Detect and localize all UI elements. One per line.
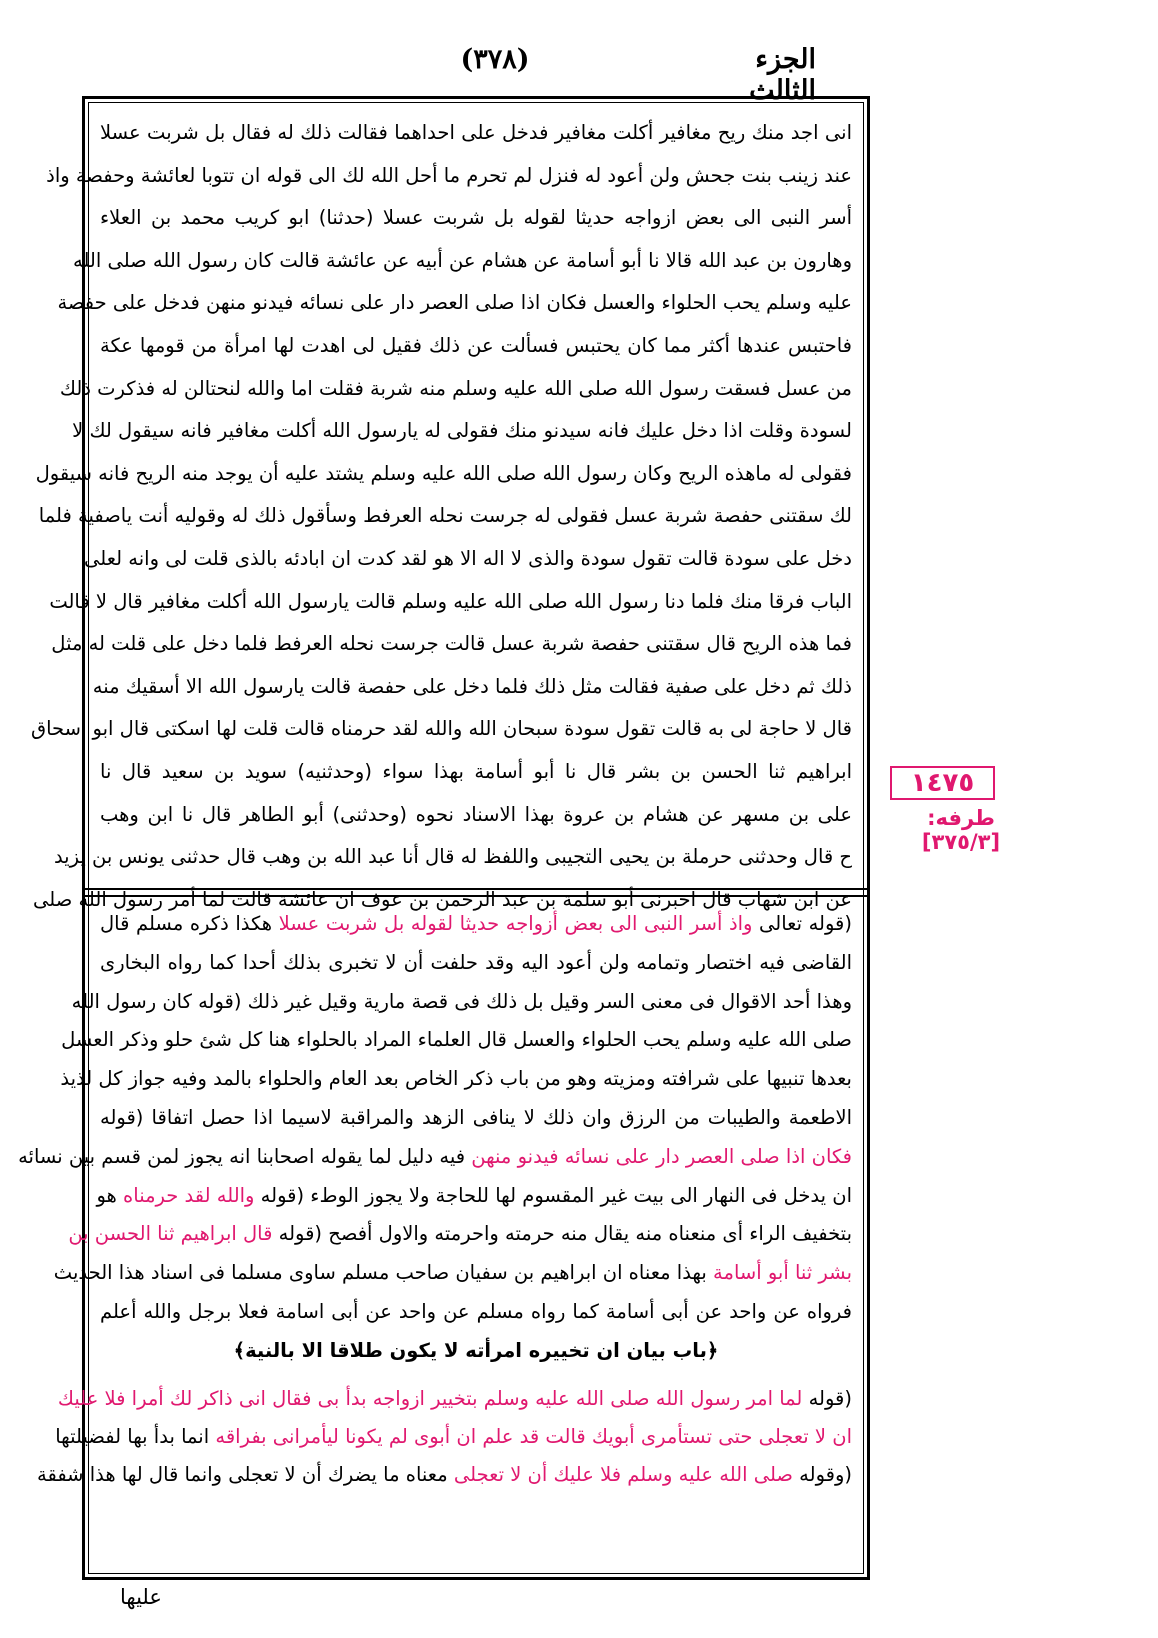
cross-reference: طرفه: [٣٧٥/٣] <box>921 806 1001 854</box>
main-text-line: على بن مسهر عن هشام بن عروة بهذا الاسناد نحوه (وحدثنى) أبو الطاهر قال نا ابن وهب <box>100 802 852 826</box>
catchword: عليها <box>120 1585 162 1609</box>
chapter-commentary <box>37 1380 852 1494</box>
part-title: الجزء الثالث <box>749 44 816 106</box>
main-text-line: عليه وسلم يحب الحلواء والعسل فكان اذا صلى العصر دار على نسائه فيدنو منهن فدخل على حفصة <box>57 291 852 315</box>
highlighted-quote: صلى الله عليه وسلم فلا عليك أن لا تعجلى <box>453 1463 793 1486</box>
commentary-line: ان لا تعجلى حتى تستأمرى أبويك قالت قد علم ان أبوى لم يكونا ليأمرانى بفراقه انما بدأ بها لفضيلتها <box>55 1425 852 1448</box>
commentary-line: بعدها تنبيها على شرافته ومزيته وهو من باب ذكر الخاص بعد العام والحلواء بالمد وفيه جواز كل لذيذ <box>60 1067 852 1091</box>
commentary-line: (قوله تعالى واذ أسر النبى الى بعض أزواجه حديثا لقوله بل شربت عسلا هكذا ذكره مسلم قال <box>100 912 852 935</box>
main-hadith-text <box>30 112 852 921</box>
commentary-line: ان يدخل فى النهار الى بيت غير المقسوم لها للحاجة ولا يجوز الوطء (قوله والله لقد حرمناه هو <box>96 1183 852 1207</box>
main-text-line: ح قال وحدثنى حرملة بن يحيى التجيبى واللفظ له قال أنا عبد الله بن وهب قال حدثنى يونس بن يزيد <box>53 845 852 869</box>
main-text-line: عن ابن شهاب قال اخبرنى أبو سلمة بن عبد الرحمن بن عوف ان عائشة قالت لما أمر رسول الله صلى <box>33 887 852 911</box>
highlighted-quote: والله لقد حرمناه <box>123 1183 255 1207</box>
commentary-line: فرواه عن واحد عن أبى أسامة كما رواه مسلم عن واحد عن أبى اسامة فعلا برجل والله أعلم <box>100 1299 852 1323</box>
main-text-line: ذلك ثم دخل على صفية فقالت مثل ذلك فلما دخل على حفصة قالت يارسول الله الا أسقيك منه <box>92 674 852 698</box>
commentary-line: وهذا أحد الاقوال فى معنى السر وقيل بل ذلك فى قصة مارية وقيل غير ذلك (قوله كان رسول الله <box>71 989 852 1013</box>
commentary-line: صلى الله عليه وسلم يحب الحلواء والعسل قال العلماء المراد بالحلواء هنا كل شئ حلو وذكر العسل <box>61 1028 852 1052</box>
highlighted-quote: قال ابراهيم ثنا الحسن بن <box>68 1222 273 1246</box>
main-text-line: دخل على سودة قالت تقول سودة والذى لا اله الا هو لقد كدت ان ابادئه بالذى قلت لى وانه لعلى <box>84 546 852 570</box>
main-text-line: أسر النبى الى بعض ازواجه حديثا لقوله بل شربت عسلا (حدثنا) ابو كريب محمد بن العلاء <box>100 206 852 230</box>
main-text-line: من عسل فسقت رسول الله صلى الله عليه وسلم منه شربة فقلت اما والله لنحتالن له فذكرت ذلك <box>59 376 852 400</box>
commentary-text <box>18 905 852 1371</box>
main-text-line: لك سقتنى حفصة شربة عسل فقولى له جرست نحله العرفط وسأقول ذلك له وقوليه أنت ياصفية فلما <box>38 504 852 528</box>
highlighted-quote: لما امر رسول الله صلى الله عليه وسلم بتخيير ازواجه بدأ بى فقال انى ذاكر لك أمرا فلا عليك <box>57 1387 803 1410</box>
main-text-line: انى اجد منك ريح مغافير أكلت مغافير فدخل على احداهما فقالت ذلك له فقال بل شربت عسلا <box>100 121 852 144</box>
main-text-line: فاحتبس عندها أكثر مما كان يحتبس فسألت عن ذلك فقيل لى اهدت لها امرأة من قومها عكة <box>100 333 852 357</box>
commentary-line: فكان اذا صلى العصر دار على نسائه فيدنو منهن فيه دليل لما يقوله اصحابنا انه يجوز لمن قسم بين نسائه <box>18 1144 852 1168</box>
highlighted-quote: ان لا تعجلى حتى تستأمرى أبويك قالت قد علم ان أبوى لم يكونا ليأمرانى بفراقه <box>215 1425 852 1448</box>
page-number: (٣٧٨) <box>460 44 530 75</box>
commentary-line: (وقوله صلى الله عليه وسلم فلا عليك أن لا تعجلى معناه ما يضرك أن لا تعجلى وانما قال لها هذا شفقة <box>37 1463 852 1486</box>
main-text-line: الباب فرقا منك فلما دنا رسول الله صلى الله عليه وسلم قالت يارسول الله أكلت مغافير قال لا قالت <box>49 589 852 613</box>
main-text-line: لسودة وقلت اذا دخل عليك فانه سيدنو منك فقولى له يارسول الله أكلت مغافير فانه سيقول لك لا <box>72 419 852 443</box>
main-text-line: ابراهيم ثنا الحسن بن بشر قال نا أبو أسامة بهذا سواء (وحدثنيه) سويد بن سعيد قال نا <box>100 759 852 783</box>
highlighted-quote: واذ أسر النبى الى بعض أزواجه حديثا لقوله بل شربت عسلا <box>278 912 753 935</box>
highlighted-quote: بشر ثنا أبو أسامة <box>713 1261 852 1285</box>
main-text-line: قال لا حاجة لى به قالت تقول سودة سبحان الله والله لقد حرمناه قالت قلت لها اسكتى قال ابو اسحاق <box>30 717 852 741</box>
commentary-line: القاضى فيه اختصار وتمامه ولن أعود اليه وقد حلفت أن لا تخبرى بذلك أحدا كما رواه البخارى <box>100 950 852 974</box>
highlighted-quote: فكان اذا صلى العصر دار على نسائه فيدنو منهن <box>471 1144 852 1168</box>
chapter-title: ﴿باب بيان ان تخييره امرأته لا يكون طلاقا الا بالنية﴾ <box>233 1338 719 1362</box>
main-text-line: عند زينب بنت جحش ولن أعود له فنزل لم تحرم ما أحل الله لك الى قوله ان تتوبا لعائشة وحفصة واذ <box>46 163 852 187</box>
commentary-line: بشر ثنا أبو أسامة بهذا معناه ان ابراهيم بن سفيان صاحب مسلم ساوى مسلما فى اسناد هذا الحديث <box>53 1261 852 1285</box>
commentary-line: الاطعمة والطيبات من الرزق وان ذلك لا ينافى الزهد والمراقبة لاسيما اذا حصل اتفاقا (قوله <box>100 1105 852 1129</box>
commentary-line: بتخفيف الراء أى منعناه منه يقال منه حرمته واحرمته والاول أفصح (قوله قال ابراهيم ثنا الحسن بن <box>68 1222 852 1246</box>
hadith-number-box: ١٤٧٥ <box>890 766 995 800</box>
main-text-line: فقولى له ماهذه الريح وكان رسول الله صلى الله عليه وسلم يشتد عليه أن يوجد منه الريح فانه سيقول <box>35 461 852 485</box>
main-text-line: فما هذه الريح قال سقتنى حفصة شربة عسل قالت جرست نحله العرفط فلما دخل على قلت له مثل <box>51 632 852 656</box>
commentary-line: (قوله لما امر رسول الله صلى الله عليه وسلم بتخيير ازواجه بدأ بى فقال انى ذاكر لك أمرا فلا عليك <box>57 1387 852 1410</box>
main-text-line: وهارون بن عبد الله قالا نا أبو أسامة عن هشام عن أبيه عن عائشة قالت كان رسول الله صلى الله <box>72 248 852 272</box>
